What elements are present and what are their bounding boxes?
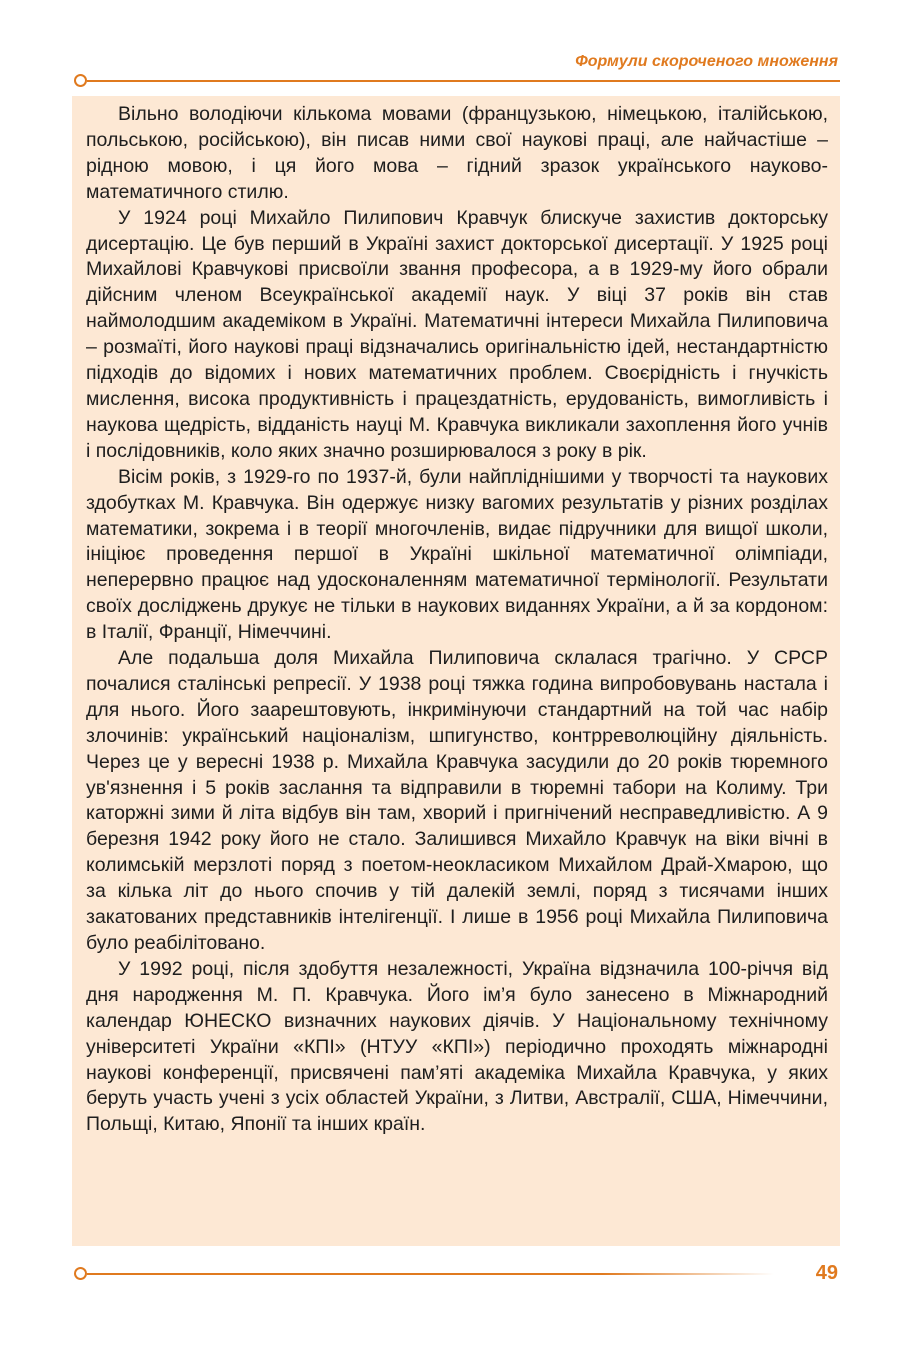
- header-divider: [74, 80, 840, 82]
- paragraph: Але подальша доля Михайла Пилиповича склалася трагічно. У СРСР почалися сталінські репресії. У 1938 році тяжка година випробовувань настала і для нього. Його заарештовують, інкримінуючи стандартний на той час набір злочинів: український націоналізм, шпигунство, контрреволюційну діяльність. Через це у вересні 1938 р. Михайла Кравчука засудили до 20 років тюремного ув'язнення і 5 років заслання та відправили в тюремні табори на Колиму. Три каторжні зими й літа відбув він там, хворий і пригнічений несправедливістю. А 9 березня 1942 року його не стало. Залишився Михайло Кравчук на віки вічні в колимській мерзлоті поряд з поетом-неокласиком Михайлом Драй-Хмарою, що за кілька літ до нього спочив у тій далекій землі, поряд з тисячами інших закатованих представників інтелігенції. І лише в 1956 році Михайла Пилиповича було реабілітовано.: [86, 647, 828, 954]
- paragraph: У 1924 році Михайло Пилипович Кравчук блискуче захистив докторську дисертацію. Це був перший в Україні захист докторської дисертації. У 1925 році Михайлові Кравчукові присвоїли звання професора, а в 1929-му його обрали дійсним членом Всеукраїнської академії наук. У віці 37 років він став наймолодшим академіком в Україні. Математичні інтереси Михайла Пилиповича – розмаїті, його наукові праці відзначались оригінальністю ідей, нестандартністю підходів до відомих і нових математичних проблем. Своєрідність і гнучкість мислення, висока продуктивність і працездатність, ерудованість, вимогливість і наукова щедрість, відданість науці М. Кравчука викликали захоплення його учнів і послідовників, коло яких значно розширювалося з року в рік.: [86, 206, 828, 462]
- paragraph: У 1992 році, після здобуття незалежності, Україна відзначила 100-річчя від дня народження М. П. Кравчука. Його ім’я було занесено в Міжнародний календар ЮНЕСКО визначних наукових діячів. У Національному технічному університеті України «КПІ» (НТУУ «КПІ») періодично проходять міжнародні наукові конференції, присвячені пам’яті академіка Михайла Кравчука, у яких беруть участь учені з усіх областей України, з Литви, Австралії, США, Німеччини, Польщі, Китаю, Японії та інших країн.: [86, 957, 828, 1136]
- text-panel: [72, 96, 840, 1246]
- page-number: 49: [815, 1262, 838, 1284]
- paragraph: Вільно володіючи кількома мовами (французькою, німецькою, італійською, польською, російською), він писав ними свої наукові праці, але найчастіше – рідною мовою, і ця його мова – гідний зразок українського науково-математичного стилю.: [86, 103, 828, 203]
- circle-marker-icon: [74, 1267, 87, 1280]
- footer-divider: [74, 1273, 774, 1275]
- paragraph: Вісім років, з 1929-го по 1937-й, були найпліднішими у творчості та наукових здобутках М. Кравчука. Він одержує низку вагомих результатів у різних розділах математики, зокрема і в теорії многочленів, видає підручники для вищої школи, ініціює проведення першої в Україні шкільної математичної олімпіади, неперервно працює над удосконаленням математичної термінології. Результати своїх досліджень друкує не тільки в наукових виданнях України, а й за кордоном: в Італії, Франції, Німеччині.: [86, 465, 828, 644]
- circle-marker-icon: [74, 74, 87, 87]
- section-title: Формули скороченого множення: [575, 53, 838, 70]
